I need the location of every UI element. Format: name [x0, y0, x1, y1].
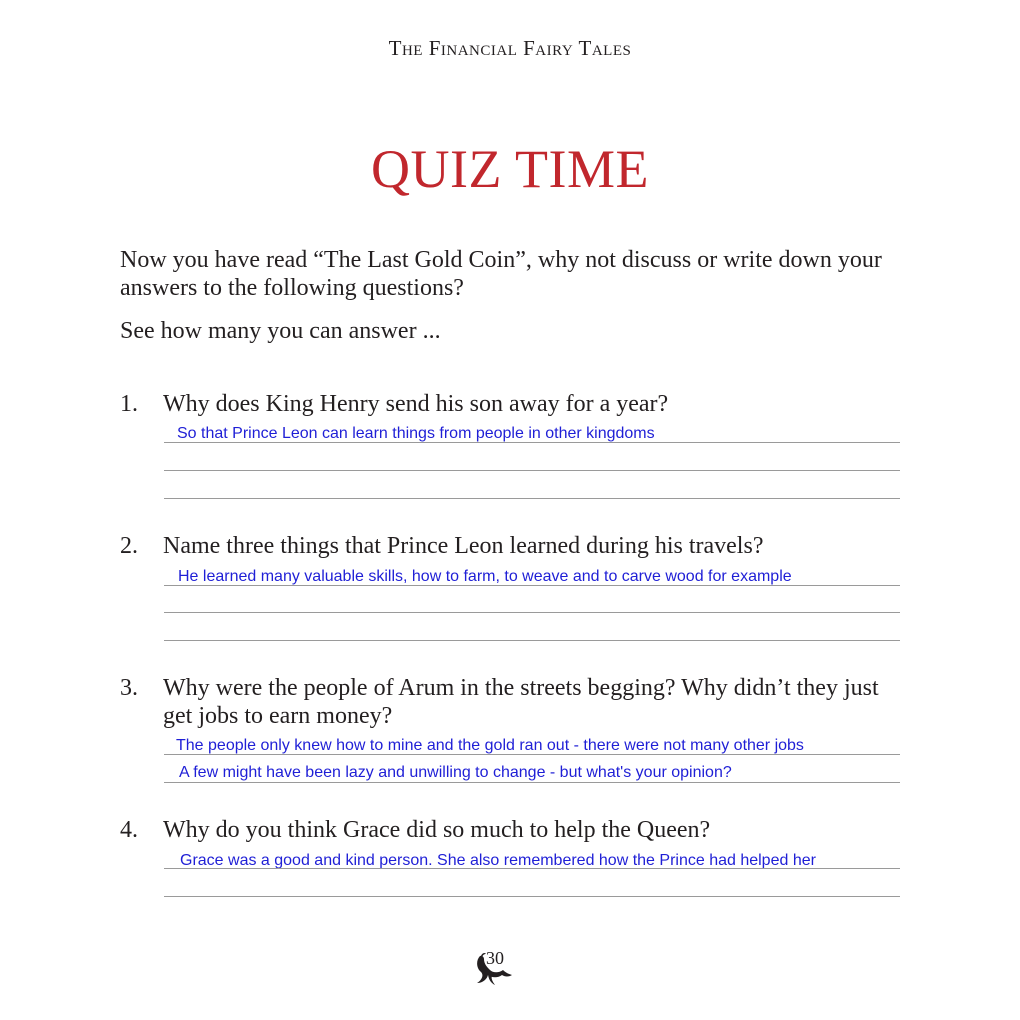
question-text: Why does King Henry send his son away for a year?: [163, 391, 669, 417]
question-text: Name three things that Prince Leon learned during his travels?: [163, 533, 764, 559]
question-number: 2.: [120, 533, 138, 559]
answer-line[interactable]: [164, 754, 900, 755]
answer-1-line-1[interactable]: So that Prince Leon can learn things from people in other kingdoms: [177, 425, 655, 442]
answer-2-line-1[interactable]: He learned many valuable skills, how to farm, to weave and to carve wood for example: [178, 568, 792, 585]
question-number: 3.: [120, 675, 138, 701]
answer-line[interactable]: [164, 498, 900, 499]
answer-line[interactable]: [164, 585, 900, 586]
page-number: 30: [486, 948, 504, 968]
answer-line[interactable]: [164, 442, 900, 443]
running-header: The Financial Fairy Tales: [388, 36, 632, 60]
answer-3-line-2[interactable]: A few might have been lazy and unwilling to change - but what's your opinion?: [179, 764, 732, 781]
intro-paragraph: Now you have read “The Last Gold Coin”, why not discuss or write down your answers to the following questions?: [120, 247, 882, 301]
answer-4-line-1[interactable]: Grace was a good and kind person. She also remembered how the Prince had helped her: [180, 852, 816, 869]
page-footer: [470, 946, 530, 986]
question-number: 1.: [120, 391, 138, 417]
answer-line[interactable]: [164, 896, 900, 897]
question-text: Why do you think Grace did so much to help the Queen?: [163, 817, 711, 843]
question-text: Why were the people of Arum in the streets begging? Why didn’t they just get jobs to earn money?: [163, 675, 879, 729]
answer-3-line-1[interactable]: The people only knew how to mine and the gold ran out - there were not many other jobs: [176, 737, 804, 754]
answer-line[interactable]: [164, 782, 900, 783]
intro-prompt: See how many you can answer ...: [120, 318, 441, 344]
answer-line[interactable]: [164, 612, 900, 613]
page-title: QUIZ TIME: [371, 139, 649, 199]
question-number: 4.: [120, 817, 138, 843]
answer-line[interactable]: [164, 640, 900, 641]
answer-line[interactable]: [164, 470, 900, 471]
answer-line[interactable]: [164, 868, 900, 869]
